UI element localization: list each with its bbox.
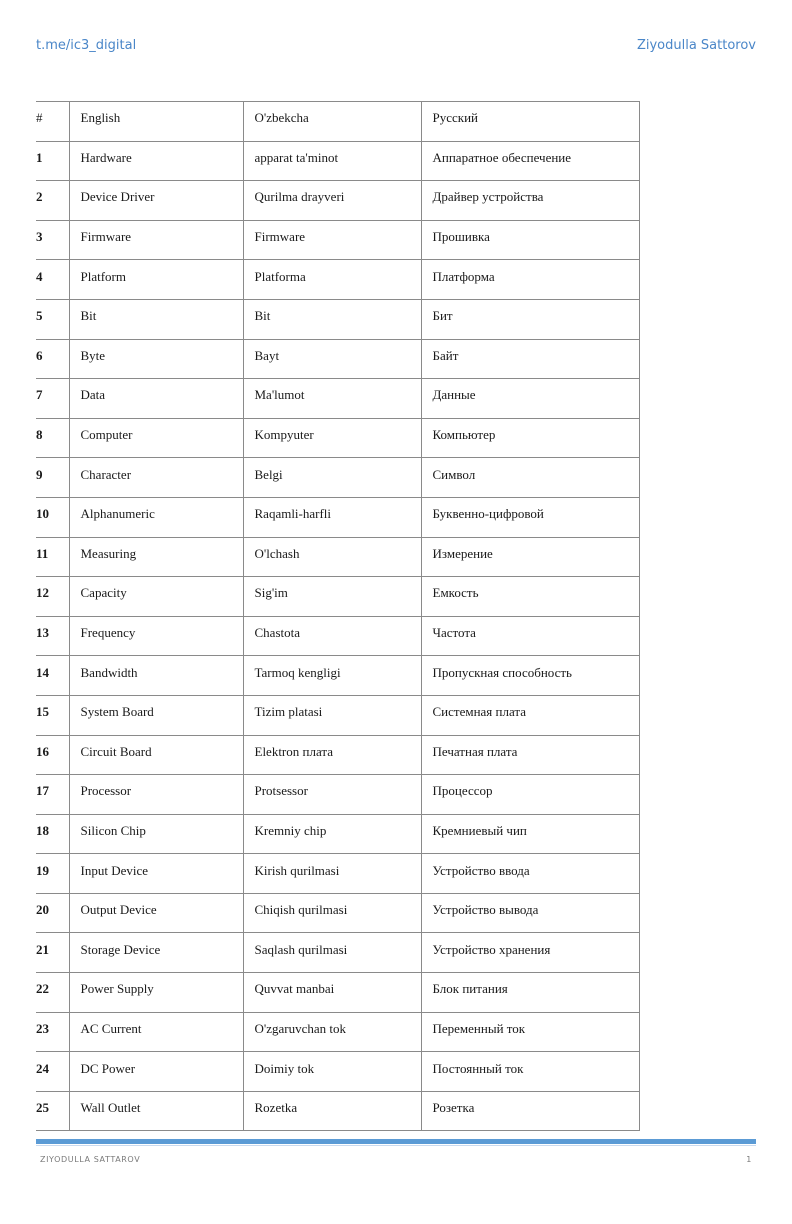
row-number: 22: [36, 973, 69, 1013]
russian-term: Бит: [421, 299, 639, 339]
english-term: Device Driver: [69, 181, 243, 221]
row-number: 9: [36, 458, 69, 498]
english-term: Storage Device: [69, 933, 243, 973]
table-row: [36, 458, 639, 498]
uzbek-term: Platforma: [243, 260, 421, 300]
author-name: Ziyodulla Sattorov: [636, 38, 756, 53]
table-row: [36, 339, 639, 379]
row-number: 21: [36, 933, 69, 973]
page-footer: [40, 1155, 752, 1167]
russian-term: Системная плата: [421, 695, 639, 735]
table-row: [36, 854, 639, 894]
row-number: 3: [36, 220, 69, 260]
english-term: Byte: [69, 339, 243, 379]
table-row: [36, 814, 639, 854]
uzbek-term: Rozetka: [243, 1091, 421, 1131]
table-row: [36, 1052, 639, 1092]
column-header-number: #: [36, 102, 69, 142]
row-number: 5: [36, 299, 69, 339]
table-row: [36, 1012, 639, 1052]
english-term: Capacity: [69, 577, 243, 617]
table-row: [36, 695, 639, 735]
row-number: 19: [36, 854, 69, 894]
uzbek-term: Tarmoq kengligi: [243, 656, 421, 696]
table-row: [36, 775, 639, 815]
russian-term: Символ: [421, 458, 639, 498]
russian-term: Измерение: [421, 537, 639, 577]
russian-term: Емкость: [421, 577, 639, 617]
row-number: 2: [36, 181, 69, 221]
uzbek-term: Doimiy tok: [243, 1052, 421, 1092]
english-term: Silicon Chip: [69, 814, 243, 854]
english-term: Platform: [69, 260, 243, 300]
russian-term: Устройство вывода: [421, 893, 639, 933]
english-term: System Board: [69, 695, 243, 735]
english-term: Output Device: [69, 893, 243, 933]
uzbek-term: Raqamli-harfli: [243, 497, 421, 537]
uzbek-term: Bit: [243, 299, 421, 339]
english-term: Frequency: [69, 616, 243, 656]
english-term: DC Power: [69, 1052, 243, 1092]
english-term: Data: [69, 379, 243, 419]
russian-term: Блок питания: [421, 973, 639, 1013]
footer-rule-thin: [36, 1145, 756, 1146]
row-number: 7: [36, 379, 69, 419]
uzbek-term: Chiqish qurilmasi: [243, 893, 421, 933]
russian-term: Буквенно-цифровой: [421, 497, 639, 537]
row-number: 25: [36, 1091, 69, 1131]
column-header-russian: Русский: [421, 102, 639, 142]
glossary-table: [36, 101, 640, 1131]
row-number: 14: [36, 656, 69, 696]
english-term: Measuring: [69, 537, 243, 577]
russian-term: Розетка: [421, 1091, 639, 1131]
table-row: [36, 260, 639, 300]
uzbek-term: Protsessor: [243, 775, 421, 815]
russian-term: Постоянный ток: [421, 1052, 639, 1092]
row-number: 11: [36, 537, 69, 577]
russian-term: Платформа: [421, 260, 639, 300]
english-term: Computer: [69, 418, 243, 458]
uzbek-term: Firmware: [243, 220, 421, 260]
russian-term: Устройство хранения: [421, 933, 639, 973]
uzbek-term: Sig'im: [243, 577, 421, 617]
russian-term: Частота: [421, 616, 639, 656]
uzbek-term: Belgi: [243, 458, 421, 498]
footer-author: ZIYODULLA SATTAROV: [40, 1155, 141, 1164]
table-row: [36, 893, 639, 933]
row-number: 17: [36, 775, 69, 815]
english-term: Power Supply: [69, 973, 243, 1013]
page-header: [36, 38, 756, 56]
table-row: [36, 616, 639, 656]
table-row: [36, 418, 639, 458]
uzbek-term: Bayt: [243, 339, 421, 379]
uzbek-term: O'lchash: [243, 537, 421, 577]
table-row: [36, 181, 639, 221]
row-number: 15: [36, 695, 69, 735]
glossary-body: [36, 141, 639, 1131]
table-row: [36, 735, 639, 775]
uzbek-term: Saqlash qurilmasi: [243, 933, 421, 973]
english-term: Processor: [69, 775, 243, 815]
russian-term: Пропускная способность: [421, 656, 639, 696]
russian-term: Байт: [421, 339, 639, 379]
uzbek-term: apparat ta'minot: [243, 141, 421, 181]
russian-term: Переменный ток: [421, 1012, 639, 1052]
uzbek-term: Tizim platasi: [243, 695, 421, 735]
row-number: 13: [36, 616, 69, 656]
row-number: 8: [36, 418, 69, 458]
russian-term: Кремниевый чип: [421, 814, 639, 854]
row-number: 24: [36, 1052, 69, 1092]
russian-term: Компьютер: [421, 418, 639, 458]
row-number: 10: [36, 497, 69, 537]
english-term: Wall Outlet: [69, 1091, 243, 1131]
russian-term: Аппаратное обеспечение: [421, 141, 639, 181]
english-term: Circuit Board: [69, 735, 243, 775]
uzbek-term: Ma'lumot: [243, 379, 421, 419]
column-header-uzbek: O'zbekcha: [243, 102, 421, 142]
russian-term: Прошивка: [421, 220, 639, 260]
table-row: [36, 1091, 639, 1131]
english-term: Character: [69, 458, 243, 498]
row-number: 6: [36, 339, 69, 379]
page-number: 1: [746, 1155, 752, 1164]
row-number: 18: [36, 814, 69, 854]
table-row: [36, 933, 639, 973]
russian-term: Данные: [421, 379, 639, 419]
table-row: [36, 537, 639, 577]
row-number: 16: [36, 735, 69, 775]
table-header-row: [36, 102, 639, 142]
table-row: [36, 497, 639, 537]
uzbek-term: Kompyuter: [243, 418, 421, 458]
table-row: [36, 379, 639, 419]
table-row: [36, 299, 639, 339]
uzbek-term: Quvvat manbai: [243, 973, 421, 1013]
row-number: 1: [36, 141, 69, 181]
row-number: 20: [36, 893, 69, 933]
table-row: [36, 973, 639, 1013]
uzbek-term: Kremniy chip: [243, 814, 421, 854]
telegram-link[interactable]: t.me/ic3_digital: [36, 38, 137, 53]
row-number: 12: [36, 577, 69, 617]
row-number: 23: [36, 1012, 69, 1052]
footer-rule: [36, 1139, 756, 1144]
russian-term: Печатная плата: [421, 735, 639, 775]
row-number: 4: [36, 260, 69, 300]
table-row: [36, 656, 639, 696]
table-row: [36, 220, 639, 260]
table-row: [36, 577, 639, 617]
uzbek-term: Qurilma drayveri: [243, 181, 421, 221]
uzbek-term: Chastota: [243, 616, 421, 656]
uzbek-term: Kirish qurilmasi: [243, 854, 421, 894]
russian-term: Процессор: [421, 775, 639, 815]
english-term: Hardware: [69, 141, 243, 181]
english-term: Alphanumeric: [69, 497, 243, 537]
uzbek-term: O'zgaruvchan tok: [243, 1012, 421, 1052]
english-term: Bandwidth: [69, 656, 243, 696]
english-term: Firmware: [69, 220, 243, 260]
russian-term: Устройство ввода: [421, 854, 639, 894]
table-row: [36, 141, 639, 181]
english-term: AC Current: [69, 1012, 243, 1052]
uzbek-term: Elektron плата: [243, 735, 421, 775]
column-header-english: English: [69, 102, 243, 142]
russian-term: Драйвер устройства: [421, 181, 639, 221]
english-term: Bit: [69, 299, 243, 339]
english-term: Input Device: [69, 854, 243, 894]
